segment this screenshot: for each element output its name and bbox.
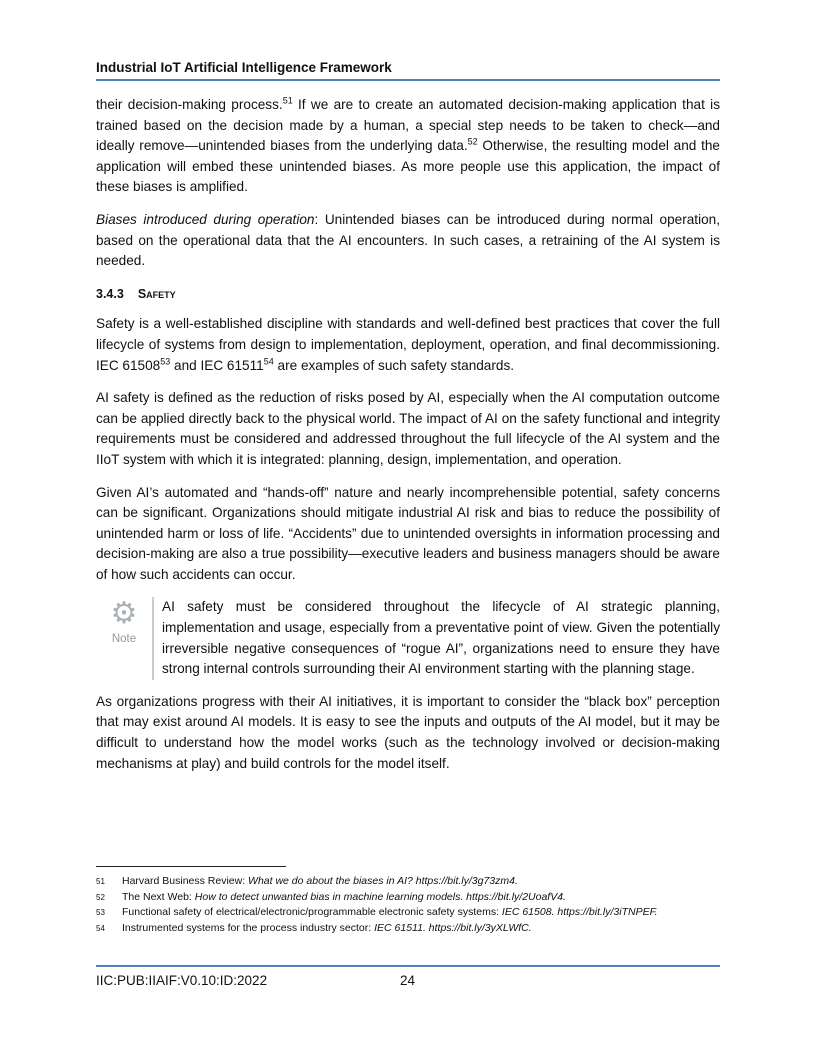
page-number: 24 (400, 973, 416, 988)
footnote-number: 51 (96, 877, 105, 886)
text: The Next Web: (122, 890, 195, 903)
footnote-ref[interactable]: 54 (263, 356, 274, 366)
section-number: 3.4.3 (96, 286, 124, 301)
text: If we are to create an automated decision-making application that is trained based on the decision made by a human, a special step needs to be taken to check—and ideally remove—unintended biases from the underlying data. (96, 97, 720, 154)
note-label: Note (111, 633, 137, 646)
footnote-number: 54 (96, 923, 105, 933)
footnote-number: 53 (96, 908, 105, 917)
paragraph: Given AI’s automated and “hands-off” nature and nearly incomprehensible potential, safety concerns can be significant. Organizations should mitigate industrial AI risk and bias to reduce the possibility of unintended harm or loss of life. “Accidents” due to unintended oversights in information processing and decision-making are also a true possibility—executive leaders and business managers should be aware of how such accidents can occur. (96, 484, 720, 582)
text: Harvard Business Review: (122, 875, 249, 887)
footnote (96, 890, 720, 906)
footnote (96, 874, 720, 890)
section-heading (96, 284, 720, 305)
footnote (96, 921, 720, 937)
note-badge (96, 597, 152, 679)
text: and IEC 61511 (170, 357, 264, 373)
note-text: AI safety must be considered throughout the lifecycle of AI strategic planning, implementation and usage, especially from a preventative point of view. Given the potentially irreversible negative consequences of “rogue AI”, organizations need to ensure they have strong internal controls surrounding their AI environment starting with the planning stage. (152, 597, 720, 679)
footnotes (96, 874, 720, 936)
header-rule (96, 79, 720, 81)
term: Biases introduced during operation (96, 211, 315, 227)
body-text (96, 95, 720, 786)
text: Functional safety of electrical/electronic/programmable electronic safety systems: (122, 906, 502, 918)
document-id: IIC:PUB:IIAIF:V0.10:ID:2022 (96, 973, 268, 988)
link[interactable]: IEC 61508. https://bit.ly/3iTNPEF. (501, 906, 658, 918)
link[interactable]: How to detect unwanted bias in machine learning models. https://bit.ly/2UoafV4. (194, 890, 566, 903)
footnote-number: 52 (96, 892, 105, 902)
link[interactable]: IEC 61511. https://bit.ly/3yXLWfC. (374, 921, 532, 934)
footnote-ref[interactable]: 52 (467, 136, 478, 147)
footnote-ref[interactable]: 53 (160, 356, 171, 366)
paragraph (96, 210, 720, 272)
section-title: Safety (137, 286, 176, 301)
footnote-ref[interactable]: 51 (282, 95, 293, 106)
footer-rule (96, 965, 720, 967)
text: : Unintended biases can be introduced during normal operation, based on the operational data that the AI encounters. In such cases, a retraining of the AI system is needed. (96, 211, 720, 269)
paragraph: As organizations progress with their AI initiatives, it is important to consider the “black box” perception that may exist around AI models. It is easy to see the inputs and outputs of the AI model, but it may be difficult to understand how the model works (such as the technology involved or decision-making mechanisms at play) and build controls for the model itself. (96, 693, 720, 771)
text: their decision-making process. (96, 97, 283, 112)
running-header: Industrial IoT Artificial Intelligence Framework (96, 60, 392, 75)
paragraph (96, 314, 720, 376)
text: Safety is a well-established discipline with standards and well-defined best practices that cover the full lifecycle of systems from design to implementation, deployment, operation, and final decommissioning. IEC 61508 (96, 316, 720, 373)
text: are examples of such safety standards. (273, 357, 515, 373)
link[interactable]: What we do about the biases in AI? https://bit.ly/3g73zm4. (248, 875, 518, 887)
text: Instrumented systems for the process industry sector: (122, 921, 375, 934)
footnote (96, 905, 720, 921)
gear-icon: ⚙ (110, 597, 138, 631)
footnote-separator (96, 866, 286, 867)
paragraph (96, 95, 720, 198)
note-callout (96, 597, 720, 679)
text: Otherwise, the resulting model and the application will embed these unintended biases. As more people use this application, the impact of these biases is amplified. (96, 138, 720, 195)
paragraph: AI safety is defined as the reduction of risks posed by AI, especially when the AI computation outcome can be applied directly back to the physical world. The impact of AI on the safety functional and integrity requirements must be considered and addressed throughout the full lifecycle of the AI system and the IIoT system with which it is integrated: planning, design, implementation, and operation. (96, 390, 720, 467)
